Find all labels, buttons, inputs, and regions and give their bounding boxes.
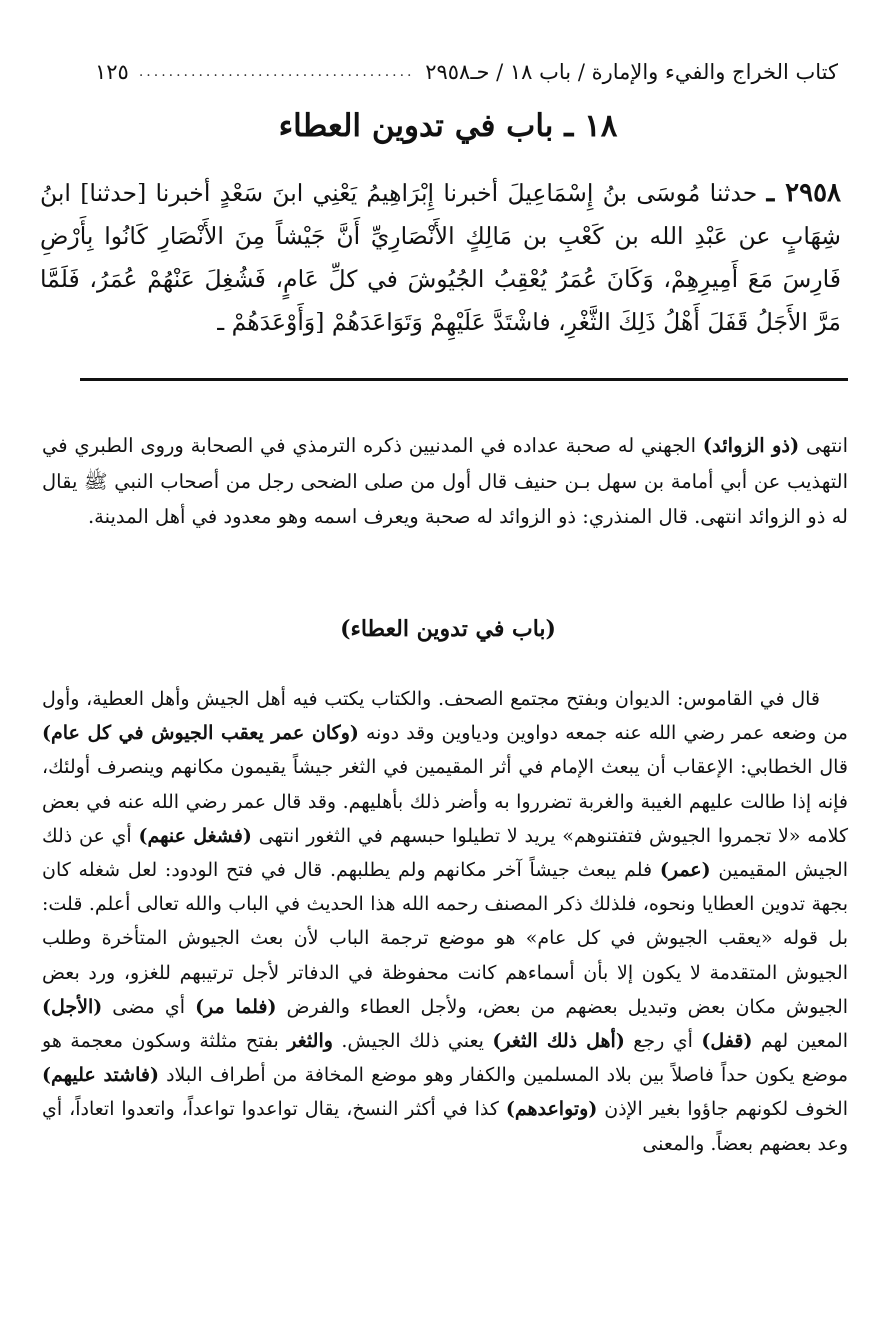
chapter-title: ١٨ ـ باب في تدوين العطاء: [278, 108, 618, 144]
header-title: كتاب الخراج والفيء والإمارة / باب ١٨ / حـ٢٩٥٨: [425, 60, 838, 84]
commentary-span: قال في القاموس: الديوان وبفتح مجتمع الصحف. والكتاب يكتب فيه أهل الجيش وأهل العطية، وأول من وضعه عمر رضي الله عنه جمعه دواوين ودياوين وقد دونه: [42, 688, 848, 745]
commentary-bold: (وكان عمر يعقب الجيوش في كل عام): [42, 722, 359, 745]
hadith-number: ٢٩٥٨ ـ: [766, 178, 841, 208]
page-number: ١٢٥: [95, 60, 129, 84]
note-bold-term: (ذو الزوائد): [702, 434, 800, 457]
commentary-bold: (فلما مر): [195, 995, 277, 1018]
commentary-span: الخوف لكونهم جاؤوا بغير الإذن: [597, 1098, 848, 1121]
hadith-body: حدثنا مُوسَى بنُ إِسْمَاعِيلَ أخبرنا إِبْرَاهِيمُ يَعْنِي ابنَ سَعْدٍ أخبرنا [حدثنا] ابنُ شِهَابٍ عن عَبْدِ الله بن كَعْبِ بن مَالِكٍ الأَنْصَارِيِّ أَنَّ جَيْشاً مِنَ الأَنْصَارِ كَانُوا بِأَرْضِ فَارِسَ مَعَ أَمِيرِهِمْ، وَكَانَ عُمَرُ يُعْقِبُ الجُيُوشَ في كلِّ عَامٍ، فَشُغِلَ عَنْهُمْ عُمَرُ، فَلَمَّا مَرَّ الأَجَلُ قَفَلَ أَهْلُ ذَلِكَ الثَّغْرِ، فاشْتَدَّ عَلَيْهِمْ وَتَوَاعَدَهُمْ [وَأَوْعَدَهُمْ ـ: [40, 179, 841, 336]
running-header: [95, 52, 838, 92]
commentary-span: أي رجع: [624, 1030, 702, 1053]
commentary-span: فلم يبعث جيشاً آخر مكانهم ولم يطلبهم. قال في فتح الودود: لعل شغله كان بجهة تدوين العطايا ونحوه، فلذلك ذكر المصنف رحمه الله هذا الحديث في الباب والله تعالى أعلم. قلت: بل قوله «يعقب الجيوش في كل عام» هو موضع ترجمة الباب لأن بعث الجيوش المتأخرة وطلب الجيوش المتقدمة لا يكون إلا بأن أسماءهم كانت محفوظة في الدفاتر لأجل ترتيبهم للغزو، ورد بعض الجيوش مكان بعض وتبديل بعضهم من بعض، ولأجل العطاء والفرض: [42, 859, 849, 1018]
commentary-span: بفتح مثلثة وسكون معجمة هو موضع يكون حداً فاصلاً بين بلاد المسلمين والكفار وهو موضع المخافة من أطراف البلاد: [42, 1030, 848, 1087]
note-text: انتهى: [799, 434, 849, 457]
commentary-text: [42, 682, 848, 1161]
commentary-span: المعين لهم: [752, 1030, 848, 1053]
commentary-bold: (فشغل عنهم): [138, 824, 252, 847]
note-text: الجهني له صحبة عداده في المدنيين ذكره الترمذي في الصحابة وروى الطبري في التهذيب عن أبي أمامة بن سهل بـن حنيف قال أول من صلى الضحى رجل من أصحاب النبي ﷺ يقال له ذو الزوائد انتهى. قال المنذري: ذو الزوائد له صحبة ويعرف اسمه وهو معدود في أهل المدينة.: [42, 434, 848, 528]
footnote-paragraph: [42, 428, 848, 535]
commentary-bold: (وتواعدهم): [505, 1098, 598, 1121]
commentary-span: قال الخطابي: الإعقاب أن يبعث الإمام في أثر المقيمين في الثغر جيشاً يقيمون مكانهم وينصرف أولئك، فإنه إذا طالت عليهم الغيبة والغربة تضرروا به وأضر ذلك بأهليهم. وقد قال عمر رضي الله عنه في بعض كلامه «لا تجمروا الجيوش فتفتنوهم» يريد لا تطيلوا حبسهم في الثغور انتهى: [42, 756, 848, 847]
subsection-title: (باب في تدوين العطاء): [340, 616, 556, 642]
header-leader-dots: [139, 64, 415, 80]
commentary-span: كذا في أكثر النسخ، يقال تواعدوا تواعداً، واتعدوا اتعاداً، أي وعد بعضهم بعضاً. والمعنى: [42, 1098, 848, 1155]
commentary-bold: (عمر): [659, 859, 711, 882]
hadith-text: [40, 172, 841, 344]
commentary-paragraph: [42, 682, 848, 1161]
footnote-divider: [80, 378, 848, 381]
commentary-span: أي مضى: [102, 995, 196, 1018]
commentary-span: أي عن ذلك الجيش المقيمين: [42, 824, 848, 882]
commentary-bold: (قفل): [701, 1030, 753, 1053]
commentary-bold: (أهل ذلك الثغر): [492, 1030, 625, 1053]
commentary-bold: (الأجل): [42, 995, 103, 1018]
commentary-bold: والثغر: [287, 1030, 333, 1053]
commentary-span: يعني ذلك الجيش.: [332, 1030, 493, 1053]
commentary-bold: (فاشتد عليهم): [42, 1064, 159, 1087]
